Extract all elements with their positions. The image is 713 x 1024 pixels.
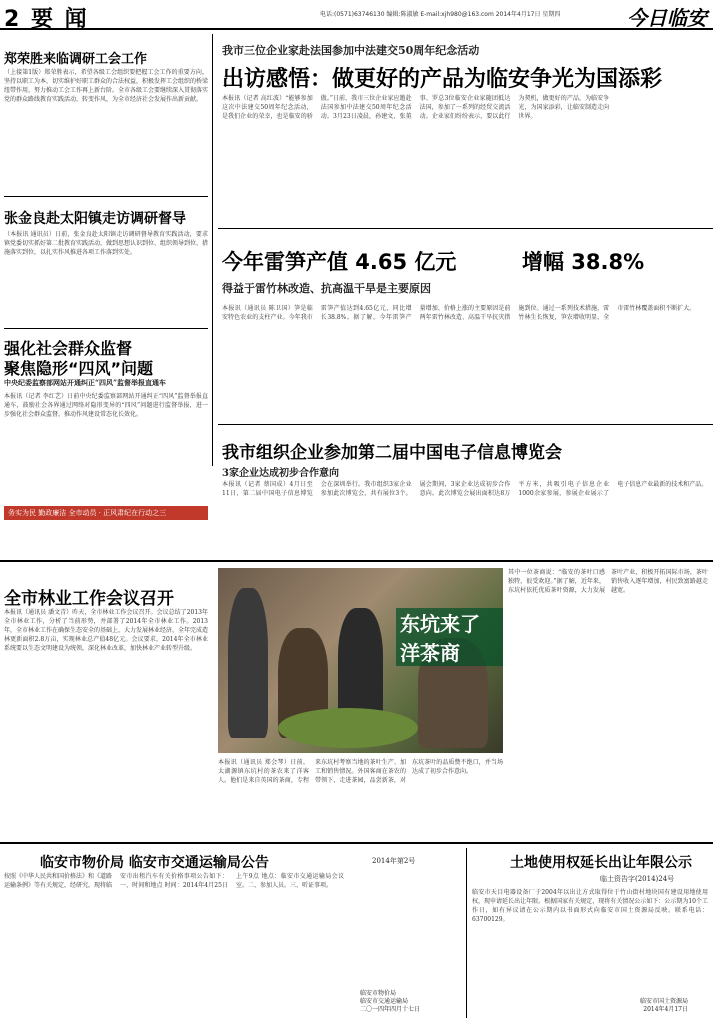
land-notice-signature: 临安市国土资源局 2014年4月17日 [640,998,689,1013]
section-divider [0,560,713,562]
article-body-3: 本报讯（记者 李红艺）日前中央纪委监察部网站开通纠正“四风”监督举报直通车，鼓励社会各界通过网络对隐形变异的“四风”问题进行监督举报，进一步强化社会群众监督，推动作风建设常态化长效化。 [4,393,208,418]
header-info: 电话:(0571)63746130 编辑:陈淑敏 E-mail:xjh980@163.com 2014年4月17日 星期四 [320,11,561,18]
photo-tea-basket [278,708,418,748]
divider [218,228,713,229]
article-title-6a: 今年雷笋产值 4.65 亿元 [222,250,457,274]
article-body-9: 其中一位茶商说：“临安的茶叶口感独特，很受欢迎。”据了解，近年来，东坑村依托优质茶叶资源，大力发展茶叶产业，积极开拓国际市场，茶叶销售收入逐年增加，村民致富路越走越宽。 [508,569,708,594]
article-title-7: 我市组织企业参加第二届中国电子信息博览会 [222,443,562,463]
divider [218,424,713,425]
page-header [0,0,713,30]
land-notice-body: 临安市天目电器设备厂于2004年以出让方式取得位于竹山街村地块国有建设用地使用权，现申请延长出让年限。根据国家有关规定，现将有关情况公示如下：公示期为10个工作日，如有异议请在公示期内以书面形式向临安市国土资源局反映。联系电话：63700129。 [472,889,708,923]
article-body-4: 本报讯（通讯员 潘文青）昨天，全市林业工作会议召开。会议总结了2013年全市林业工作，分析了当前形势，并部署了2014年全市林业工作。2013年，全市林业工作在确保生态安全的基础上，大力发展林业经济，全年完成造林更新面积2.8万亩，实现林业总产值48亿元。会议要求，2014年全市林业系统要以生态文明建设为统领，深化林业改革，加快林业产业转型升级。 [4,609,208,652]
article-subtitle-3: 中央纪委监察部网站开通纠正“四风”监督举报直通车 [4,378,167,387]
article-kicker-5: 我市三位企业家赴法国参加中法建交50周年纪念活动 [222,44,480,57]
photo-caption: 东坑来了洋茶商 [396,608,503,666]
article-title-3a: 强化社会群众监督 [4,339,133,358]
article-title-1: 郑荣胜来临调研工会工作 [4,52,148,67]
page-section-label: 2 要 闻 [4,7,89,32]
article-subtitle-7: 3家企业达成初步合作意向 [222,468,339,479]
campaign-banner: 务实为民 勤政廉洁 全市动员 · 正风肃纪在行动之三 [4,506,208,520]
article-title-3b: 聚焦隐形“四风”问题 [4,359,154,378]
article-body-1: （上接第1版）郑荣胜表示，希望各级工会组织要把握工会工作的重要方向，坚持以职工为本，切实维护好职工群众的合法权益，积极发挥工会组织的桥梁纽带作用，努力推动工会工作再上新台阶。全市各级工会要继续深入贯彻落实党的群众路线教育实践活动，转变作风，为全市经济社会发展作出新贡献。 [4,69,208,103]
article-body-8: 本报讯（通讯员 郑会琴）日前，太湖源镇东坑村的茶农来了洋客人。他们是来自英国的茶商，专程来东坑村考察当地的茶叶生产、加工和销售情况。外国客商在茶农的带领下，走进茶园，品尝新茶，对东坑茶叶的品质赞不绝口，并当场达成了初步合作意向。 [218,759,503,784]
land-notice-number: 临土资告字(2014)24号 [600,875,675,883]
article-subtitle-6: 得益于雷竹林改造、抗高温干旱是主要原因 [222,282,431,295]
article-body-7: 本报讯（记者 蔡国成）4月日至11日，第二届中国电子信息博览会在深圳举行。我市组织3家企业参加此次博览会，共有展位3个。展会期间，3家企业达成初步合作意向。此次博览会展出面积达8万平方米，共吸引电子信息企业1000余家参展，参展企业展示了电子信息产业最新的技术和产品。 [222,481,708,497]
land-notice-title: 土地使用权延长出让年限公示 [510,855,692,871]
newspaper-logo: 今日临安 [627,6,707,30]
photo-person [228,588,268,738]
divider [4,196,208,197]
article-title-6b: 增幅 38.8% [522,250,645,274]
notice-title: 临安市物价局 临安市交通运输局公告 [40,855,269,871]
article-title-4: 全市林业工作会议召开 [4,589,174,609]
article-title-5: 出访感悟：做更好的产品为临安争光为国添彩 [222,67,663,92]
article-body-5: 本报讯（记者 高红波）“能够参加这次中法建交50周年纪念活动，是我们企业的荣幸，也是临安的骄傲。”日前，我市三位企业家应邀赴法国参加中法建交50周年纪念活动。3月23日凌晨，孙建文、张董事、罗总3位临安企业家随团抵达法国，参加了一系列的经贸交流活动。企业家们纷纷表示，要以此行为契机，做更好的产品，为临安争光，为国家添彩，让临安制造走向世界。 [222,95,610,120]
news-photo [218,568,503,753]
notice-body: 按照《中华人民共和国价格法》和《道路运输条例》等有关规定，经研究，现将临安市出租汽车有关价格事项公告如下：一、时间和地点 时间：2014年4月25日上午9点 地点：临安市交通运输局会议室。二、参加人员。三、听证事项。 [4,873,344,889]
divider [4,328,208,329]
notice-signature: 临安市物价局 临安市交通运输局 二〇一四年四月十七日 [360,990,421,1013]
article-title-2: 张金良赴太阳镇走访调研督导 [4,211,186,227]
section-divider [0,842,713,844]
notice-number: 2014年第2号 [372,857,416,865]
column-divider [212,34,213,466]
article-body-2: （本报讯 通讯员）日前，张金良赴太阳镇走访调研督导教育实践活动，要求镇党委切实抓好第二批教育实践活动，做到思想认识到位、组织领导到位、措施落实到位，以扎实作风推进各项工作落到实处。 [4,231,208,256]
article-body-6: 本报讯（通讯员 陈卫国）笋是临安特色农业的支柱产业。今年我市雷笋产值达到4.65亿元，同比增长38.8%。据了解，今年雷笋产量增加、价格上涨的主要原因是前两年雷竹林改造、高温干旱抗灾措施到位。通过一系列技术措施，雷竹林生长恢复，笋农增收明显，全市雷竹林覆盖面积不断扩大。 [222,305,696,321]
column-divider [466,848,467,1018]
